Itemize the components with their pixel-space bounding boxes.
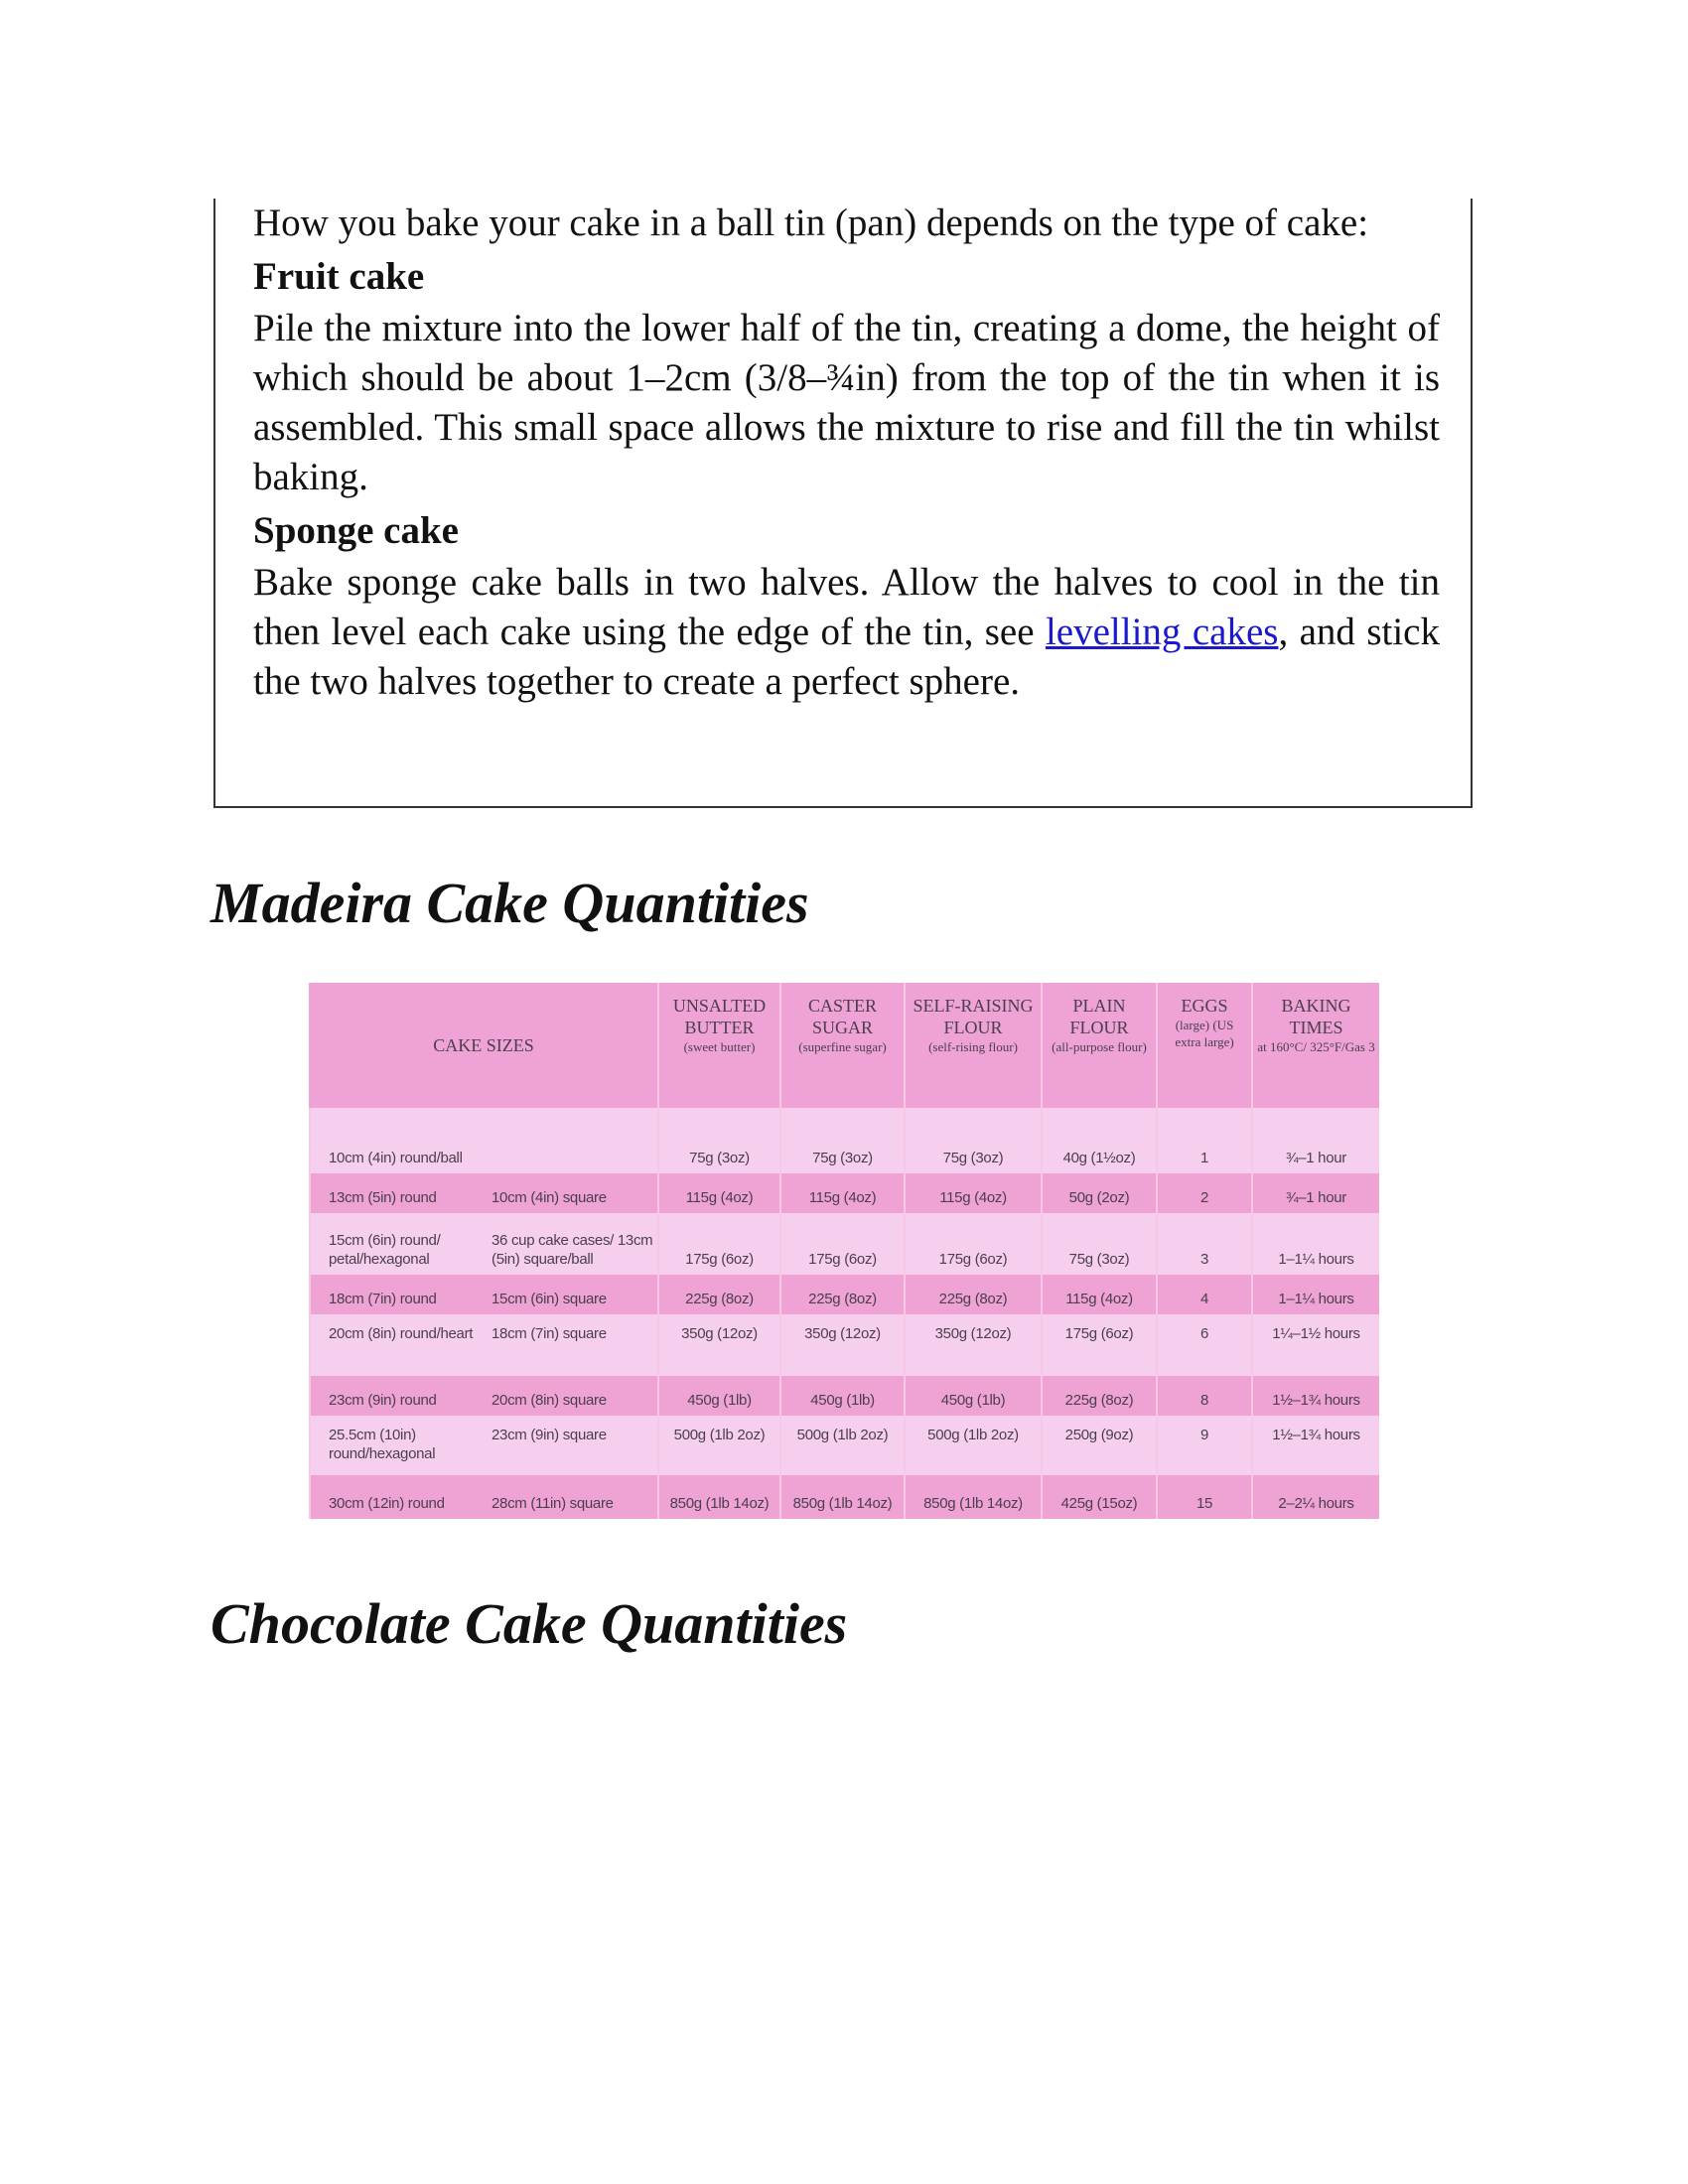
table-row xyxy=(310,1416,1379,1475)
cell-size1: 15cm (6in) round/ petal/hexagonal xyxy=(310,1213,484,1275)
cell-plain: 250g (9oz) xyxy=(1042,1416,1157,1475)
cell-sugar: 450g (1lb) xyxy=(780,1376,905,1416)
cell-time: ¾–1 hour xyxy=(1252,1173,1379,1213)
cell-plain: 175g (6oz) xyxy=(1042,1314,1157,1376)
table-row xyxy=(310,1314,1379,1376)
cell-sugar: 500g (1lb 2oz) xyxy=(780,1416,905,1475)
madeira-heading: Madeira Cake Quantities xyxy=(211,871,809,935)
header-plain-label: PLAIN FLOUR xyxy=(1069,996,1129,1037)
table-row xyxy=(310,1275,1379,1314)
cell-size2: 18cm (7in) square xyxy=(484,1314,658,1376)
header-plain-sub: (all-purpose flour) xyxy=(1052,1039,1147,1054)
cell-eggs: 9 xyxy=(1157,1416,1252,1475)
cell-plain: 425g (15oz) xyxy=(1042,1475,1157,1519)
table-row xyxy=(310,1376,1379,1416)
table-header-row xyxy=(310,983,1379,1108)
info-box-content xyxy=(253,199,1440,707)
cell-size1: 10cm (4in) round/ball xyxy=(310,1108,484,1173)
cell-self-raising: 500g (1lb 2oz) xyxy=(905,1416,1042,1475)
header-times-label: BAKING TIMES xyxy=(1281,996,1351,1037)
table-row xyxy=(310,1213,1379,1275)
sponge-text-before: Bake sponge cake balls in two halves. Allow the halves to cool in the tin then level each cake using the edge of the tin, see xyxy=(253,561,1440,653)
cell-plain: 225g (8oz) xyxy=(1042,1376,1157,1416)
levelling-cakes-link[interactable]: levelling cakes xyxy=(1045,611,1279,653)
table-row xyxy=(310,1173,1379,1213)
cell-self-raising: 175g (6oz) xyxy=(905,1213,1042,1275)
sponge-text-after: , and stick the two halves together to create a perfect sphere. xyxy=(253,611,1440,703)
header-times xyxy=(1252,983,1379,1108)
cell-size1: 30cm (12in) round xyxy=(310,1475,484,1519)
header-self-raising-label: SELF-RAISING FLOUR xyxy=(913,996,1034,1037)
ball-tin-info-box xyxy=(213,199,1473,808)
header-butter-label: UNSALTED BUTTER xyxy=(672,996,767,1037)
cell-plain: 40g (1½oz) xyxy=(1042,1108,1157,1173)
cell-eggs: 1 xyxy=(1157,1108,1252,1173)
cell-time: 1½–1¾ hours xyxy=(1252,1376,1379,1416)
cell-sugar: 225g (8oz) xyxy=(780,1275,905,1314)
cell-time: 1–1¼ hours xyxy=(1252,1275,1379,1314)
header-plain xyxy=(1042,983,1157,1108)
intro-paragraph: How you bake your cake in a ball tin (pan) depends on the type of cake: xyxy=(253,202,1369,244)
cell-sugar: 350g (12oz) xyxy=(780,1314,905,1376)
table-row xyxy=(310,1108,1379,1173)
header-eggs xyxy=(1157,983,1252,1108)
cell-size2: 10cm (4in) square xyxy=(484,1173,658,1213)
cell-time: 1–1¼ hours xyxy=(1252,1213,1379,1275)
cell-butter: 175g (6oz) xyxy=(658,1213,780,1275)
cell-sugar: 175g (6oz) xyxy=(780,1213,905,1275)
cell-plain: 115g (4oz) xyxy=(1042,1275,1157,1314)
cell-eggs: 6 xyxy=(1157,1314,1252,1376)
cell-size2: 23cm (9in) square xyxy=(484,1416,658,1475)
header-self-raising-sub: (self-rising flour) xyxy=(928,1039,1018,1054)
header-self-raising xyxy=(905,983,1042,1108)
cell-eggs: 3 xyxy=(1157,1213,1252,1275)
cell-butter: 500g (1lb 2oz) xyxy=(658,1416,780,1475)
sponge-cake-heading: Sponge cake xyxy=(253,509,459,552)
cell-size1: 13cm (5in) round xyxy=(310,1173,484,1213)
cell-time: 1½–1¾ hours xyxy=(1252,1416,1379,1475)
cell-plain: 50g (2oz) xyxy=(1042,1173,1157,1213)
cell-self-raising: 450g (1lb) xyxy=(905,1376,1042,1416)
cell-eggs: 8 xyxy=(1157,1376,1252,1416)
cell-size2: 20cm (8in) square xyxy=(484,1376,658,1416)
header-eggs-label: EGGS xyxy=(1181,996,1228,1016)
cell-size1: 23cm (9in) round xyxy=(310,1376,484,1416)
cell-size1: 25.5cm (10in) round/hexagonal xyxy=(310,1416,484,1475)
cell-eggs: 15 xyxy=(1157,1475,1252,1519)
sponge-cake-paragraph xyxy=(253,558,1440,707)
cell-size2 xyxy=(484,1108,658,1173)
cell-butter: 225g (8oz) xyxy=(658,1275,780,1314)
cell-self-raising: 225g (8oz) xyxy=(905,1275,1042,1314)
cell-plain: 75g (3oz) xyxy=(1042,1213,1157,1275)
cell-sugar: 115g (4oz) xyxy=(780,1173,905,1213)
cell-size2: 36 cup cake cases/ 13cm (5in) square/ball xyxy=(484,1213,658,1275)
header-cake-sizes: CAKE SIZES xyxy=(310,983,658,1108)
cell-eggs: 4 xyxy=(1157,1275,1252,1314)
cell-butter: 350g (12oz) xyxy=(658,1314,780,1376)
cell-butter: 115g (4oz) xyxy=(658,1173,780,1213)
fruit-cake-paragraph: Pile the mixture into the lower half of the tin, creating a dome, the height of which should be about 1–2cm (3/8–¾in) from the top of the tin when it is assembled. This small space allows the mixture to rise and fill the tin whilst baking. xyxy=(253,307,1440,498)
fruit-cake-heading: Fruit cake xyxy=(253,255,425,298)
cell-time: 1¼–1½ hours xyxy=(1252,1314,1379,1376)
cell-sugar: 850g (1lb 14oz) xyxy=(780,1475,905,1519)
header-times-sub: at 160°C/ 325°F/Gas 3 xyxy=(1257,1039,1375,1054)
cell-size1: 20cm (8in) round/heart xyxy=(310,1314,484,1376)
cell-sugar: 75g (3oz) xyxy=(780,1108,905,1173)
cell-butter: 450g (1lb) xyxy=(658,1376,780,1416)
header-sugar-label: CASTER SUGAR xyxy=(808,996,878,1037)
cell-eggs: 2 xyxy=(1157,1173,1252,1213)
cell-self-raising: 850g (1lb 14oz) xyxy=(905,1475,1042,1519)
cell-size2: 15cm (6in) square xyxy=(484,1275,658,1314)
header-butter-sub: (sweet butter) xyxy=(683,1039,756,1054)
cell-size2: 28cm (11in) square xyxy=(484,1475,658,1519)
chocolate-heading: Chocolate Cake Quantities xyxy=(211,1591,848,1656)
header-sugar xyxy=(780,983,905,1108)
header-sugar-sub: (superfine sugar) xyxy=(798,1039,887,1054)
madeira-quantities-table xyxy=(309,983,1379,1519)
cell-self-raising: 115g (4oz) xyxy=(905,1173,1042,1213)
cell-butter: 850g (1lb 14oz) xyxy=(658,1475,780,1519)
cell-time: 2–2¼ hours xyxy=(1252,1475,1379,1519)
table-row xyxy=(310,1475,1379,1519)
cell-size1: 18cm (7in) round xyxy=(310,1275,484,1314)
cell-self-raising: 350g (12oz) xyxy=(905,1314,1042,1376)
cell-self-raising: 75g (3oz) xyxy=(905,1108,1042,1173)
cell-time: ¾–1 hour xyxy=(1252,1108,1379,1173)
header-eggs-sub: (large) (US extra large) xyxy=(1175,1018,1234,1049)
header-butter xyxy=(658,983,780,1108)
cell-butter: 75g (3oz) xyxy=(658,1108,780,1173)
